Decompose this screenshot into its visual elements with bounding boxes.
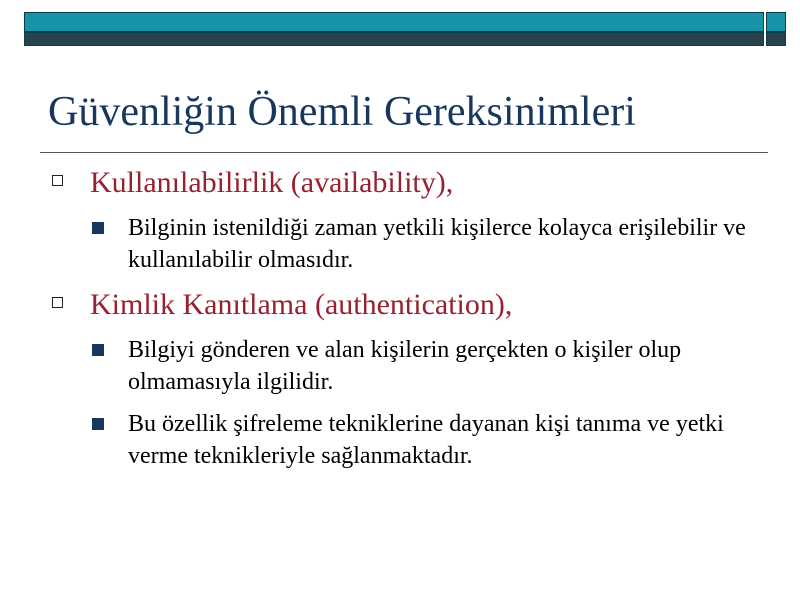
hollow-square-bullet-icon	[52, 175, 63, 186]
bullet-text: Bilginin istenildiği zaman yetkili kişilerce kolayca erişilebilir ve kullanılabilir olmasıdır.	[128, 215, 746, 273]
hollow-square-bullet-icon	[52, 297, 63, 308]
bullet-text: Bu özellik şifreleme tekniklerine dayanan kişi tanıma ve yetki verme teknikleriyle sağlanmaktadır.	[128, 411, 724, 469]
header-bar-bottom	[24, 32, 764, 46]
section-heading-text: Kullanılabilirlik (availability),	[90, 166, 454, 199]
bullet-text: Bilgiyi gönderen ve alan kişilerin gerçekten o kişiler olup olmamasıyla ilgilidir.	[128, 337, 682, 395]
bullet-item	[128, 334, 768, 398]
title-divider	[40, 152, 768, 153]
filled-square-bullet-icon	[92, 222, 104, 234]
header-bar-top	[24, 12, 764, 32]
header-square-bottom	[766, 32, 786, 46]
filled-square-bullet-icon	[92, 418, 104, 430]
bullet-item	[128, 212, 768, 276]
section-heading-text: Kimlik Kanıtlama (authentication),	[90, 288, 513, 321]
slide-title: Güvenliğin Önemli Gereksinimleri	[48, 89, 636, 135]
bullet-item	[128, 408, 768, 472]
filled-square-bullet-icon	[92, 344, 104, 356]
header-square-top	[766, 12, 786, 32]
